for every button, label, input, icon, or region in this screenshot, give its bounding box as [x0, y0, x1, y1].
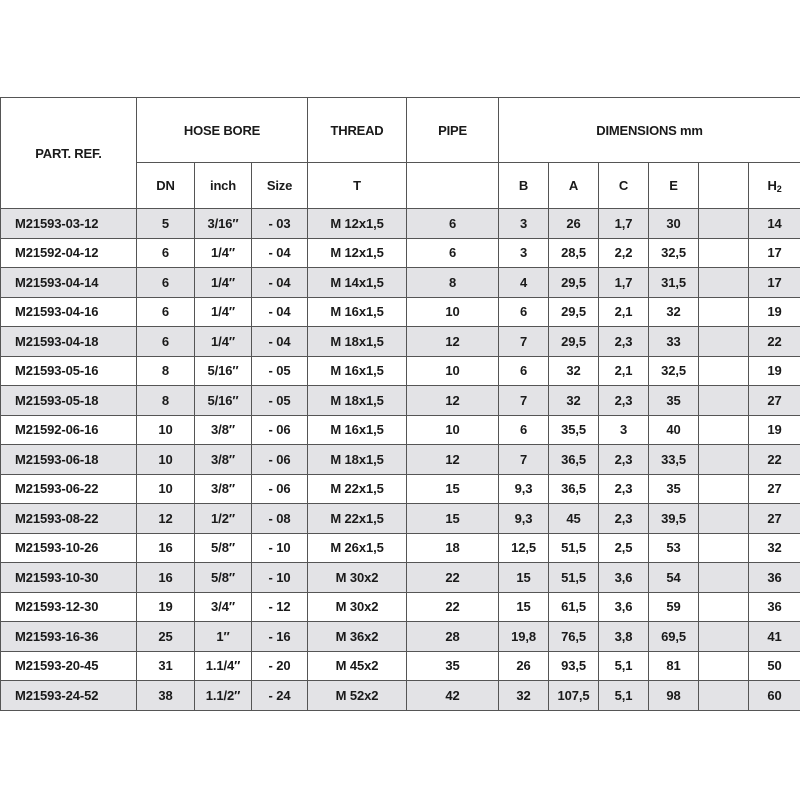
cell-dim-b: 6: [499, 415, 549, 445]
cell-size: - 24: [252, 681, 308, 711]
cell-part-ref: M21592-06-16: [1, 415, 137, 445]
cell-dim-e: 35: [649, 386, 699, 416]
cell-inch: 3/8″: [195, 445, 252, 475]
cell-dim-b: 19,8: [499, 622, 549, 652]
cell-dim-h2: 17: [749, 238, 800, 268]
cell-dn: 38: [137, 681, 195, 711]
cell-dim-c: 2,1: [599, 356, 649, 386]
cell-dim-b: 6: [499, 356, 549, 386]
cell-dim-h2: 19: [749, 297, 800, 327]
cell-dn: 5: [137, 209, 195, 239]
cell-dim-e: 69,5: [649, 622, 699, 652]
cell-dim-e: 40: [649, 415, 699, 445]
cell-dim-h2: 27: [749, 474, 800, 504]
cell-part-ref: M21593-10-30: [1, 563, 137, 593]
cell-size: - 04: [252, 238, 308, 268]
cell-dim-a: 32: [549, 386, 599, 416]
table-row: [1, 504, 800, 534]
cell-dim-e: 54: [649, 563, 699, 593]
cell-inch: 5/16″: [195, 356, 252, 386]
cell-dim-e: 31,5: [649, 268, 699, 298]
cell-dim-c: 2,3: [599, 327, 649, 357]
header-dn: DN: [137, 163, 195, 209]
cell-thread: M 22x1,5: [308, 474, 407, 504]
header-b: B: [499, 163, 549, 209]
spec-table-container: [0, 97, 800, 711]
cell-inch: 1.1/4″: [195, 651, 252, 681]
cell-dim-b: 4: [499, 268, 549, 298]
cell-dim-a: 36,5: [549, 474, 599, 504]
cell-inch: 1/2″: [195, 504, 252, 534]
cell-pipe: 6: [407, 209, 499, 239]
cell-pipe: 12: [407, 386, 499, 416]
cell-pipe: 6: [407, 238, 499, 268]
cell-dim-a: 32: [549, 356, 599, 386]
cell-inch: 3/8″: [195, 415, 252, 445]
cell-dim-c: 2,3: [599, 474, 649, 504]
cell-dim-h2: 22: [749, 445, 800, 475]
cell-dim-blank: [699, 356, 749, 386]
header-hose-bore: HOSE BORE: [137, 98, 308, 163]
cell-dim-e: 30: [649, 209, 699, 239]
cell-dim-h2: 60: [749, 681, 800, 711]
cell-dim-h2: 22: [749, 327, 800, 357]
cell-dim-a: 51,5: [549, 533, 599, 563]
cell-part-ref: M21593-04-16: [1, 297, 137, 327]
cell-thread: M 30x2: [308, 563, 407, 593]
table-row: [1, 622, 800, 652]
cell-dim-blank: [699, 622, 749, 652]
cell-dim-b: 7: [499, 386, 549, 416]
table-row: [1, 356, 800, 386]
cell-inch: 1/4″: [195, 238, 252, 268]
cell-dim-h2: 14: [749, 209, 800, 239]
cell-dn: 25: [137, 622, 195, 652]
cell-inch: 1/4″: [195, 297, 252, 327]
cell-thread: M 14x1,5: [308, 268, 407, 298]
cell-dim-b: 12,5: [499, 533, 549, 563]
cell-part-ref: M21593-16-36: [1, 622, 137, 652]
header-inch: inch: [195, 163, 252, 209]
cell-pipe: 10: [407, 297, 499, 327]
table-row: [1, 445, 800, 475]
cell-dim-c: 2,1: [599, 297, 649, 327]
cell-dim-a: 45: [549, 504, 599, 534]
cell-dim-e: 81: [649, 651, 699, 681]
header-h2-main: H: [767, 177, 777, 193]
cell-dim-a: 35,5: [549, 415, 599, 445]
cell-dim-b: 3: [499, 238, 549, 268]
cell-dim-c: 2,5: [599, 533, 649, 563]
cell-dim-h2: 19: [749, 415, 800, 445]
cell-dim-blank: [699, 504, 749, 534]
header-h2-subscript: 2: [776, 183, 782, 194]
cell-dim-c: 5,1: [599, 681, 649, 711]
cell-thread: M 22x1,5: [308, 504, 407, 534]
cell-dim-h2: 27: [749, 504, 800, 534]
cell-dn: 10: [137, 474, 195, 504]
cell-dim-a: 61,5: [549, 592, 599, 622]
cell-thread: M 12x1,5: [308, 209, 407, 239]
cell-dim-b: 7: [499, 327, 549, 357]
cell-dn: 10: [137, 445, 195, 475]
cell-part-ref: M21593-24-52: [1, 681, 137, 711]
cell-thread: M 18x1,5: [308, 386, 407, 416]
table-row: [1, 592, 800, 622]
cell-part-ref: M21593-06-22: [1, 474, 137, 504]
cell-inch: 1/4″: [195, 327, 252, 357]
cell-dim-b: 26: [499, 651, 549, 681]
cell-thread: M 52x2: [308, 681, 407, 711]
cell-part-ref: M21592-04-12: [1, 238, 137, 268]
cell-dim-e: 35: [649, 474, 699, 504]
cell-part-ref: M21593-05-18: [1, 386, 137, 416]
cell-dim-b: 32: [499, 681, 549, 711]
header-e: E: [649, 163, 699, 209]
cell-dim-blank: [699, 445, 749, 475]
table-row: [1, 327, 800, 357]
header-c: C: [599, 163, 649, 209]
cell-size: - 04: [252, 268, 308, 298]
header-size: Size: [252, 163, 308, 209]
cell-size: - 08: [252, 504, 308, 534]
cell-thread: M 16x1,5: [308, 297, 407, 327]
cell-dim-blank: [699, 651, 749, 681]
cell-dim-a: 76,5: [549, 622, 599, 652]
cell-pipe: 12: [407, 327, 499, 357]
cell-dim-e: 33: [649, 327, 699, 357]
table-row: [1, 681, 800, 711]
cell-thread: M 30x2: [308, 592, 407, 622]
cell-dim-h2: 27: [749, 386, 800, 416]
cell-thread: M 36x2: [308, 622, 407, 652]
cell-part-ref: M21593-20-45: [1, 651, 137, 681]
cell-dn: 19: [137, 592, 195, 622]
table-row: [1, 415, 800, 445]
cell-dim-c: 2,3: [599, 504, 649, 534]
cell-pipe: 15: [407, 474, 499, 504]
cell-part-ref: M21593-03-12: [1, 209, 137, 239]
cell-dim-b: 6: [499, 297, 549, 327]
cell-dim-a: 93,5: [549, 651, 599, 681]
cell-dim-a: 28,5: [549, 238, 599, 268]
cell-dim-e: 33,5: [649, 445, 699, 475]
cell-dim-h2: 41: [749, 622, 800, 652]
cell-dim-c: 2,3: [599, 445, 649, 475]
cell-pipe: 35: [407, 651, 499, 681]
cell-dim-h2: 19: [749, 356, 800, 386]
cell-thread: M 45x2: [308, 651, 407, 681]
cell-pipe: 12: [407, 445, 499, 475]
cell-pipe: 28: [407, 622, 499, 652]
header-pipe: PIPE: [407, 98, 499, 163]
cell-dim-blank: [699, 386, 749, 416]
cell-inch: 5/8″: [195, 563, 252, 593]
cell-thread: M 26x1,5: [308, 533, 407, 563]
cell-dim-c: 3,6: [599, 563, 649, 593]
cell-pipe: 10: [407, 356, 499, 386]
cell-pipe: 8: [407, 268, 499, 298]
cell-size: - 10: [252, 533, 308, 563]
cell-dim-blank: [699, 238, 749, 268]
cell-inch: 3/4″: [195, 592, 252, 622]
cell-dim-a: 29,5: [549, 327, 599, 357]
cell-dn: 8: [137, 386, 195, 416]
cell-dim-b: 9,3: [499, 474, 549, 504]
cell-dim-a: 36,5: [549, 445, 599, 475]
cell-dim-c: 5,1: [599, 651, 649, 681]
cell-inch: 5/8″: [195, 533, 252, 563]
cell-dn: 16: [137, 563, 195, 593]
cell-dim-a: 107,5: [549, 681, 599, 711]
cell-dn: 8: [137, 356, 195, 386]
cell-dim-a: 26: [549, 209, 599, 239]
cell-dim-e: 32,5: [649, 356, 699, 386]
table-row: [1, 533, 800, 563]
table-row: [1, 563, 800, 593]
cell-size: - 04: [252, 327, 308, 357]
cell-dim-c: 2,3: [599, 386, 649, 416]
cell-dim-blank: [699, 533, 749, 563]
header-a: A: [549, 163, 599, 209]
cell-dim-blank: [699, 415, 749, 445]
cell-inch: 1/4″: [195, 268, 252, 298]
header-blank: [699, 163, 749, 209]
cell-pipe: 10: [407, 415, 499, 445]
cell-dim-a: 51,5: [549, 563, 599, 593]
table-row: [1, 209, 800, 239]
cell-dim-c: 1,7: [599, 209, 649, 239]
cell-dim-h2: 32: [749, 533, 800, 563]
cell-dim-e: 39,5: [649, 504, 699, 534]
cell-dim-blank: [699, 474, 749, 504]
header-thread: THREAD: [308, 98, 407, 163]
cell-part-ref: M21593-08-22: [1, 504, 137, 534]
table-row: [1, 268, 800, 298]
cell-part-ref: M21593-04-18: [1, 327, 137, 357]
spec-table: [0, 97, 800, 711]
cell-thread: M 18x1,5: [308, 445, 407, 475]
cell-size: - 05: [252, 386, 308, 416]
cell-pipe: 22: [407, 563, 499, 593]
table-row: [1, 651, 800, 681]
header-t: T: [308, 163, 407, 209]
cell-dim-h2: 36: [749, 592, 800, 622]
cell-pipe: 22: [407, 592, 499, 622]
cell-dim-h2: 17: [749, 268, 800, 298]
cell-thread: M 18x1,5: [308, 327, 407, 357]
cell-dim-blank: [699, 268, 749, 298]
cell-dim-e: 32: [649, 297, 699, 327]
cell-size: - 03: [252, 209, 308, 239]
cell-dim-b: 3: [499, 209, 549, 239]
cell-dim-e: 32,5: [649, 238, 699, 268]
cell-thread: M 16x1,5: [308, 356, 407, 386]
cell-size: - 16: [252, 622, 308, 652]
cell-dim-e: 53: [649, 533, 699, 563]
cell-dim-h2: 50: [749, 651, 800, 681]
cell-size: - 20: [252, 651, 308, 681]
cell-dim-b: 15: [499, 592, 549, 622]
cell-dim-b: 9,3: [499, 504, 549, 534]
cell-dim-c: 3,6: [599, 592, 649, 622]
cell-dim-b: 7: [499, 445, 549, 475]
header-dimensions: DIMENSIONS mm: [499, 98, 800, 163]
cell-dim-e: 59: [649, 592, 699, 622]
cell-dim-a: 29,5: [549, 297, 599, 327]
header-part-ref: PART. REF.: [1, 98, 137, 209]
cell-dn: 6: [137, 238, 195, 268]
cell-inch: 3/16″: [195, 209, 252, 239]
cell-dim-blank: [699, 327, 749, 357]
cell-size: - 10: [252, 563, 308, 593]
cell-inch: 3/8″: [195, 474, 252, 504]
cell-dim-c: 2,2: [599, 238, 649, 268]
cell-dn: 16: [137, 533, 195, 563]
cell-dn: 10: [137, 415, 195, 445]
table-row: [1, 474, 800, 504]
cell-dim-h2: 36: [749, 563, 800, 593]
cell-dn: 12: [137, 504, 195, 534]
header-pipe-sub: [407, 163, 499, 209]
cell-thread: M 12x1,5: [308, 238, 407, 268]
cell-pipe: 18: [407, 533, 499, 563]
cell-dim-e: 98: [649, 681, 699, 711]
cell-dim-blank: [699, 681, 749, 711]
cell-dim-c: 3,8: [599, 622, 649, 652]
header-row-main: [1, 98, 800, 163]
cell-dim-c: 1,7: [599, 268, 649, 298]
cell-dn: 6: [137, 297, 195, 327]
cell-dn: 31: [137, 651, 195, 681]
cell-dim-blank: [699, 592, 749, 622]
cell-dim-b: 15: [499, 563, 549, 593]
cell-size: - 12: [252, 592, 308, 622]
table-row: [1, 297, 800, 327]
cell-dim-blank: [699, 563, 749, 593]
cell-size: - 06: [252, 445, 308, 475]
header-h2: [749, 163, 800, 209]
table-body: [1, 209, 800, 711]
cell-size: - 06: [252, 415, 308, 445]
cell-part-ref: M21593-04-14: [1, 268, 137, 298]
cell-dim-c: 3: [599, 415, 649, 445]
cell-dim-blank: [699, 209, 749, 239]
table-row: [1, 238, 800, 268]
cell-dim-blank: [699, 297, 749, 327]
cell-size: - 05: [252, 356, 308, 386]
cell-size: - 06: [252, 474, 308, 504]
cell-size: - 04: [252, 297, 308, 327]
cell-dn: 6: [137, 268, 195, 298]
cell-pipe: 42: [407, 681, 499, 711]
cell-inch: 5/16″: [195, 386, 252, 416]
cell-part-ref: M21593-05-16: [1, 356, 137, 386]
table-row: [1, 386, 800, 416]
cell-part-ref: M21593-06-18: [1, 445, 137, 475]
cell-dn: 6: [137, 327, 195, 357]
cell-inch: 1.1/2″: [195, 681, 252, 711]
cell-inch: 1″: [195, 622, 252, 652]
cell-pipe: 15: [407, 504, 499, 534]
cell-part-ref: M21593-10-26: [1, 533, 137, 563]
cell-part-ref: M21593-12-30: [1, 592, 137, 622]
cell-dim-a: 29,5: [549, 268, 599, 298]
cell-thread: M 16x1,5: [308, 415, 407, 445]
